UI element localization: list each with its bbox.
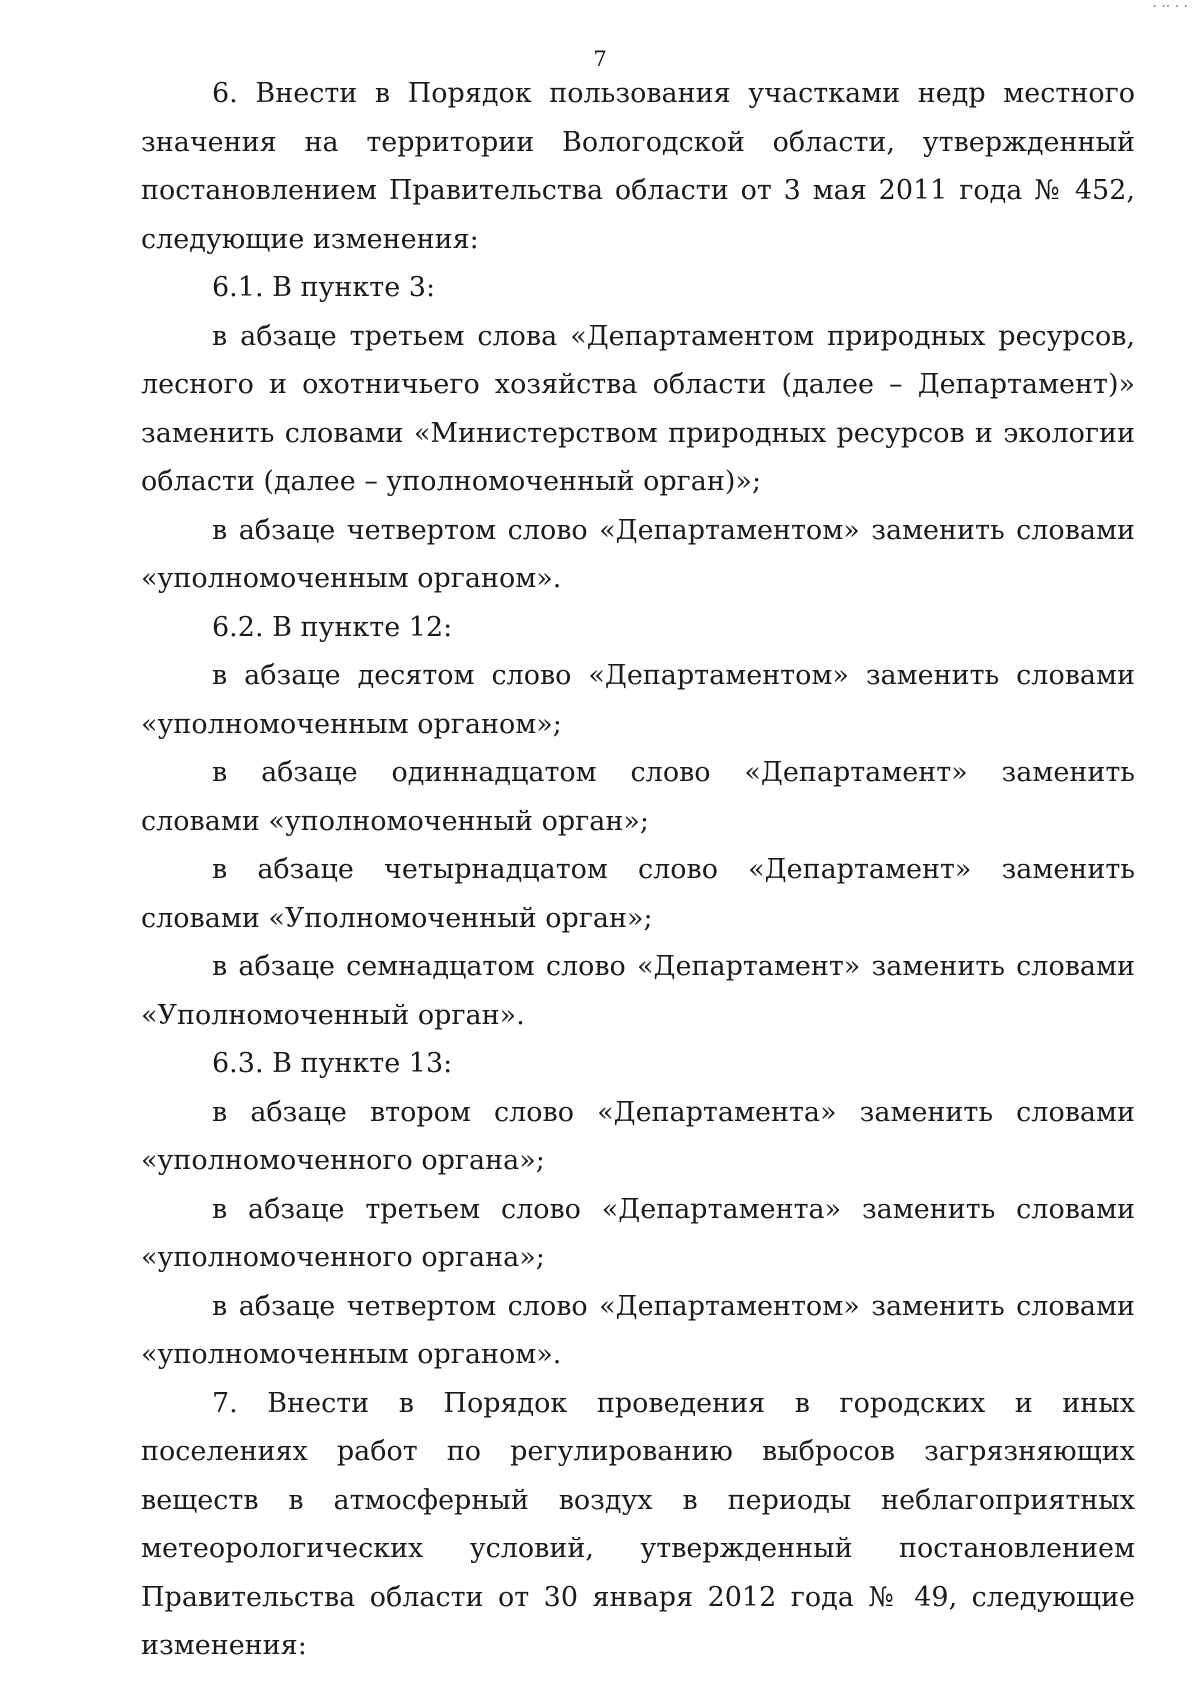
paragraph-6-2-b: в абзаце одиннадцатом слово «Департамент» заменить словами «уполномоченный орган»; xyxy=(141,757,1135,837)
paragraph-6-2: 6.2. В пункте 12: xyxy=(212,611,453,643)
paragraph-6: 6. Внести в Порядок пользования участками недр местного значения на территории Вологодской области, утвержденный постановлением Правительства области от 3 мая 2011 года № 452, следующие изменения: xyxy=(141,78,1135,255)
paragraph-6-1: 6.1. В пункте 3: xyxy=(212,272,436,303)
page-number: 7 xyxy=(593,47,607,71)
paragraph-6-1-a: в абзаце третьем слова «Департаментом природных ресурсов, лесного и охотничьего хозяйства области (далее – Департамент)» заменить словами «Министерством природных ресурсов и экологии области (далее – уполномоченный орган)»; xyxy=(141,320,1135,497)
paragraph-6-3-a: в абзаце втором слово «Департамента» заменить словами «уполномоченного органа»; xyxy=(141,1096,1135,1176)
paragraph-6-1-b: в абзаце четвертом слово «Департаментом» заменить словами «уполномоченным органом». xyxy=(141,514,1135,594)
paragraph-6-2-c: в абзаце четырнадцатом слово «Департамент» заменить словами «Уполномоченный орган»; xyxy=(141,854,1135,934)
paragraph-7: 7. Внести в Порядок проведения в городских и иных поселениях работ по регулированию выбросов загрязняющих веществ в атмосферный воздух в периоды неблагоприятных метеорологических условий, утвержденный постановлением Правительства области от 30 января 2012 года № 49, следующие изменения: xyxy=(141,1387,1135,1661)
document-body xyxy=(141,70,1135,1671)
paragraph-6-3-b: в абзаце третьем слово «Департамента» заменить словами «уполномоченного органа»; xyxy=(141,1193,1135,1273)
paragraph-6-3-c: в абзаце четвертом слово «Департаментом» заменить словами «уполномоченным органом». xyxy=(141,1290,1135,1370)
paragraph-6-2-a: в абзаце десятом слово «Департаментом» заменить словами «уполномоченным органом»; xyxy=(141,660,1135,740)
scan-corner-mark: · ·· · · xyxy=(1152,0,1188,15)
paragraph-6-2-d: в абзаце семнадцатом слово «Департамент» заменить словами «Уполномоченный орган». xyxy=(141,951,1135,1031)
paragraph-6-3: 6.3. В пункте 13: xyxy=(212,1048,453,1079)
